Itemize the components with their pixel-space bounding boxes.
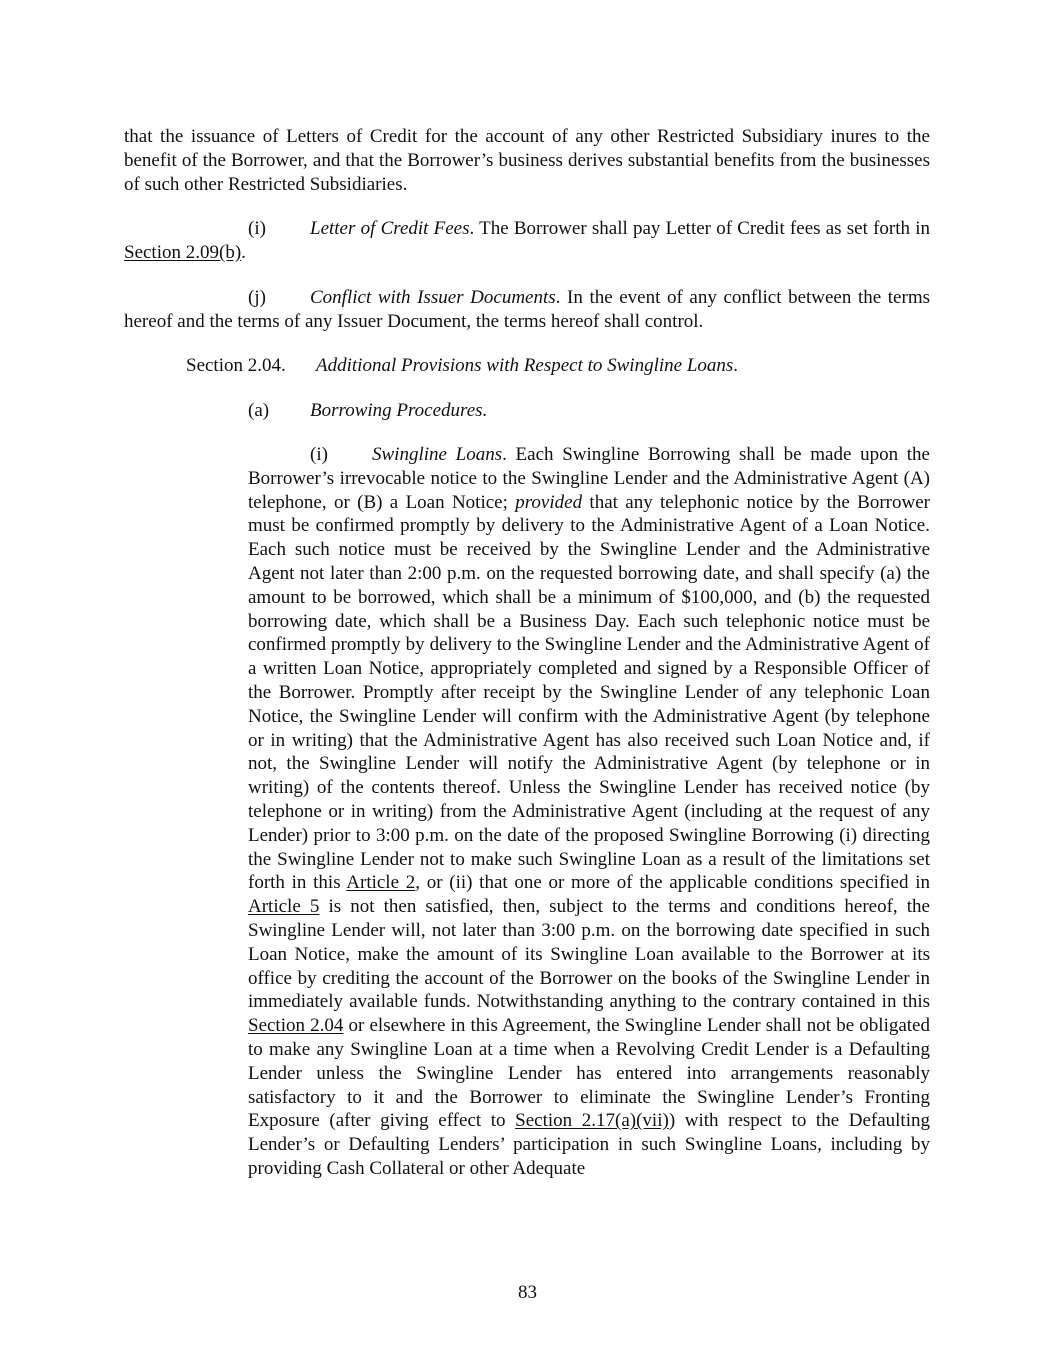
- cross-reference-link[interactable]: Section 2.04: [248, 1015, 344, 1037]
- cross-reference-link[interactable]: Article 2: [346, 872, 416, 894]
- clause-label: (i): [248, 218, 266, 239]
- paragraph-text: that the issuance of Letters of Credit for the account of any other Restricted Subsidiary inures to the benefit of the Borrower, and that the Borrower’s business derives substantial benefits from the businesses of such other Restricted Subsidiaries.: [124, 126, 930, 195]
- clause-title: Swingline Loans: [372, 444, 503, 465]
- section-number: Section 2.04.: [186, 355, 286, 376]
- paragraph-letter-of-credit-fees: [124, 217, 930, 265]
- clause-text: . Each Swingline Borrowing shall be made upon the Borrower’s irrevocable notice to the Swingline Lender and the Administrative Agent (A) telephone, or (B) a Loan Notice;: [248, 444, 930, 513]
- provided-term: provided: [515, 491, 583, 513]
- section-title: Additional Provisions with Respect to Swingline Loans: [316, 355, 734, 376]
- clause-text: that any telephonic notice by the Borrower must be confirmed promptly by delivery to the Administrative Agent of a Loan Notice. Each such notice must be received by the Swingline Lender and the Administrative Agent not later than 2:00 p.m. on the requested borrowing date, and shall specify (a) the amount to be borrowed, which shall be a minimum of $100,000, and (b) the requested borrowing date, which shall be a Business Day. Each such telephonic notice must be confirmed promptly by delivery to the Swingline Lender and the Administrative Agent of a written Loan Notice, appropriately completed and signed by a Responsible Officer of the Borrower. Promptly after receipt by the Swingline Lender of any telephonic Loan Notice, the Swingline Lender will confirm with the Administrative Agent (by telephone or in writing) that the Administrative Agent has also received such Loan Notice and, if not, the Swingline Lender will notify the Administrative Agent (by telephone or in writing) of the contents thereof. Unless the Swingline Lender has received notice (by telephone or in writing) from the Administrative Agent (including at the request of any Lender) prior to 3:00 p.m. on the date of the proposed Swingline Borrowing (i) directing the Swingline Lender not to make such Swingline Loan as a result of the limitations set forth in this: [248, 491, 930, 894]
- subsection-label: (a): [248, 400, 270, 421]
- cross-reference-link[interactable]: Section 2.09(b): [124, 241, 242, 263]
- page-number: 83: [518, 1282, 537, 1303]
- subsection-borrowing-procedures: [248, 399, 930, 423]
- clause-text-end: .: [241, 241, 246, 263]
- clause-label: (j): [248, 287, 266, 308]
- clause-text: . The Borrower shall pay Letter of Credit fees as set forth in: [469, 218, 930, 239]
- section-title-end: .: [733, 355, 739, 376]
- paragraph-conflict-with-issuer-documents: [124, 286, 930, 334]
- clause-text: . In the event of any conflict between the terms hereof and the terms of any Issuer Document, the terms hereof shall control.: [124, 287, 930, 332]
- clause-label: (i): [310, 444, 328, 465]
- clause-title: Letter of Credit Fees: [310, 218, 470, 239]
- clause-text: , or (ii) that one or more of the applicable conditions specified in: [415, 872, 930, 894]
- subsection-title: Borrowing Procedures.: [310, 400, 488, 421]
- paragraph-continuation: [124, 125, 930, 196]
- cross-reference-link[interactable]: Section 2.17(a)(vii): [515, 1110, 669, 1132]
- section-heading: [186, 354, 930, 378]
- cross-reference-link[interactable]: Article 5: [248, 896, 320, 918]
- paragraph-swingline-loans: [248, 443, 930, 1181]
- clause-title: Conflict with Issuer Documents: [310, 287, 556, 308]
- clause-text: or elsewhere in this Agreement, the Swingline Lender shall not be obligated to make any Swingline Loan at a time when a Revolving Credit Lender is a Defaulting Lender unless the Swingline Lender has entered into arrangements reasonably satisfactory to it and the Borrower to eliminate the Swingline Lender’s Fronting Exposure (after giving effect to: [248, 1015, 930, 1132]
- clause-text: ) with respect to the Defaulting Lender’s or Defaulting Lenders’ participation in such Swingline Loans, including by providing Cash Collateral or other Adequate: [248, 1110, 930, 1179]
- clause-text: is not then satisfied, then, subject to the terms and conditions hereof, the Swingline Lender will, not later than 3:00 p.m. on the borrowing date specified in such Loan Notice, make the amount of its Swingline Loan available to the Borrower at its office by crediting the account of the Borrower on the books of the Swingline Lender in immediately available funds. Notwithstanding anything to the contrary contained in this: [248, 896, 930, 1013]
